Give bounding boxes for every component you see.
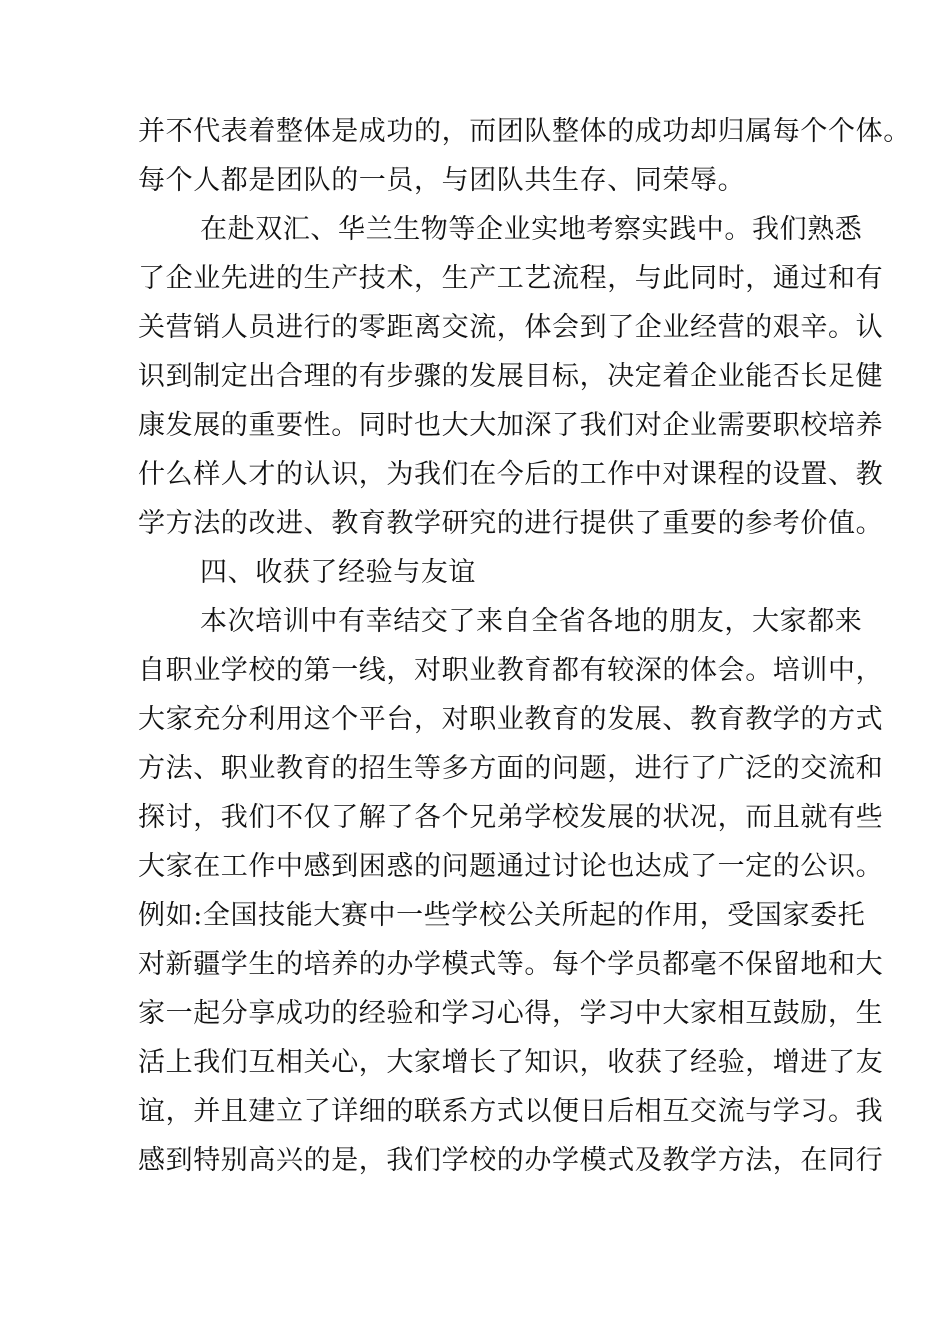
text-line: 自职业学校的第一线，对职业教育都有较深的体会。培训中， — [138, 655, 884, 686]
text-line: 关营销人员进行的零距离交流，体会到了企业经营的艰辛。认 — [138, 312, 884, 343]
text-line: 例如:全国技能大赛中一些学校公关所起的作用，受国家委托 — [138, 900, 866, 931]
text-line: 大家充分利用这个平台，对职业教育的发展、教育教学的方式 — [138, 704, 884, 735]
text-line: 什么样人才的认识，为我们在今后的工作中对课程的设置、教 — [138, 459, 884, 490]
text-line: 在赴双汇、华兰生物等企业实地考察实践中。我们熟悉 — [200, 214, 863, 245]
text-line: 康发展的重要性。同时也大大加深了我们对企业需要职校培养 — [138, 410, 884, 441]
text-line: 探讨，我们不仅了解了各个兄弟学校发展的状况，而且就有些 — [138, 802, 884, 833]
text-line: 并不代表着整体是成功的，而团队整体的成功却归属每个个体。 — [138, 116, 911, 147]
text-line: 对新疆学生的培养的办学模式等。每个学员都毫不保留地和大 — [138, 949, 884, 980]
text-line: 谊，并且建立了详细的联系方式以便日后相互交流与学习。我 — [138, 1096, 884, 1127]
text-line: 方法、职业教育的招生等多方面的问题，进行了广泛的交流和 — [138, 753, 884, 784]
text-line: 感到特别高兴的是，我们学校的办学模式及教学方法，在同行 — [138, 1145, 884, 1176]
text-line: 家一起分享成功的经验和学习心得，学习中大家相互鼓励，生 — [138, 998, 884, 1029]
text-line: 本次培训中有幸结交了来自全省各地的朋友，大家都来 — [200, 606, 863, 637]
section-heading: 四、收获了经验与友谊 — [200, 557, 476, 588]
text-line: 识到制定出合理的有步骤的发展目标，决定着企业能否长足健 — [138, 361, 884, 392]
text-line: 了企业先进的生产技术，生产工艺流程，与此同时，通过和有 — [138, 263, 884, 294]
text-line: 学方法的改进、教育教学研究的进行提供了重要的参考价值。 — [138, 508, 884, 539]
text-line: 活上我们互相关心，大家增长了知识，收获了经验，增进了友 — [138, 1047, 884, 1078]
text-line: 每个人都是团队的一员，与团队共生存、同荣辱。 — [138, 165, 746, 196]
text-line: 大家在工作中感到困惑的问题通过讨论也达成了一定的公识。 — [138, 851, 884, 882]
